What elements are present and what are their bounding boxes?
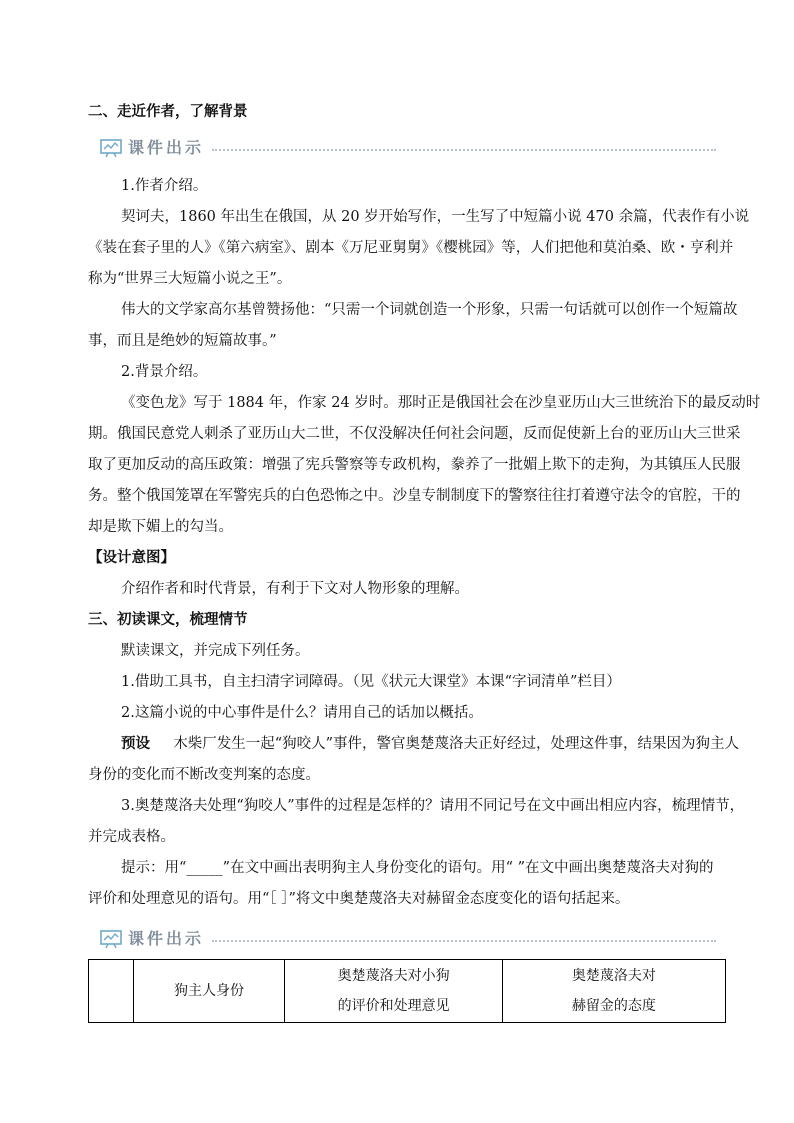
table-header-dog-evaluation <box>285 960 502 1023</box>
paragraph-line: 期。俄国民意党人刺杀了亚历山大二世，不仅没解决任何社会问题，反而促使新上台的亚历山大三世采 <box>88 426 741 442</box>
hint-line: 提示：用“_____”在文中画出表明狗主人身份变化的语句。用“ ”在文中画出奥楚蔑洛夫对狗的 <box>121 860 714 876</box>
table-header-attitude <box>502 960 725 1023</box>
paragraph-line: 《变色龙》写于 1884 年，作家 24 岁时。那时正是俄国社会在沙皇亚历山大三世统治下的最反动时 <box>121 395 761 411</box>
task-2: 2.这篇小说的中心事件是什么？请用自己的话加以概括。 <box>121 705 483 721</box>
paragraph-line: 并完成表格。 <box>88 829 175 845</box>
paragraph-line: 务。整个俄国笼罩在军警宪兵的白色恐怖之中。沙皇专制制度下的警察往往打着遵守法令的官腔，干的 <box>88 488 741 504</box>
table-header-owner <box>133 960 285 1023</box>
paragraph-line: 伟大的文学家高尔基曾赞扬他：“只需一个词就创造一个形象，只需一句话就可以创作一个短篇故 <box>121 302 738 318</box>
header-text: 赫留金的态度 <box>571 998 656 1014</box>
background-title: 2.背景介绍。 <box>121 364 208 380</box>
header-text: 的评价和处理意见 <box>337 998 450 1014</box>
section-heading-3: 三、初读课文，梳理情节 <box>88 612 248 628</box>
preset-label: 预设 <box>121 736 150 752</box>
header-text: 狗主人身份 <box>174 983 245 999</box>
courseware-banner <box>100 136 716 160</box>
task-3: 3.奥楚蔑洛夫处理“狗咬人”事件的过程是怎样的？请用不同记号在文中画出相应内容，梳理情节， <box>121 798 745 814</box>
plot-table <box>88 959 726 1023</box>
banner-divider <box>212 940 716 942</box>
banner-label: 课件出示 <box>128 138 205 157</box>
slideshow-icon <box>100 929 122 949</box>
header-text: 奥楚蔑洛夫对 <box>571 968 656 984</box>
section-heading-2: 二、走近作者，了解背景 <box>88 104 248 120</box>
design-intent-label: 【设计意图】 <box>88 550 175 566</box>
banner-label: 课件出示 <box>128 929 205 948</box>
paragraph-line: 取了更加反动的高压政策：增强了宪兵警察等专政机构，豢养了一批媚上欺下的走狗，为其镇压人民服 <box>88 457 741 473</box>
table-cell-empty <box>89 960 134 1023</box>
paragraph-line: 契诃夫，1860 年出生在俄国，从 20 岁开始写作，一生写了中短篇小说 470 余篇，代表作有小说 <box>121 209 750 225</box>
author-title: 1.作者介绍。 <box>121 178 208 194</box>
slideshow-icon <box>100 138 122 158</box>
design-intent-text: 介绍作者和时代背景，有利于下文对人物形象的理解。 <box>121 581 469 597</box>
preset-text: 木柴厂发生一起“狗咬人”事件，警官奥楚蔑洛夫正好经过，处理这件事，结果因为狗主人 <box>173 736 740 752</box>
paragraph-line: 却是欺下媚上的勾当。 <box>88 519 233 535</box>
paragraph-line: 事，而且是绝妙的短篇故事。” <box>88 333 277 349</box>
header-text: 奥楚蔑洛夫对小狗 <box>337 968 450 984</box>
courseware-banner <box>100 927 716 951</box>
paragraph-line: 身份的变化而不断改变判案的态度。 <box>88 767 320 783</box>
banner-divider <box>212 149 716 151</box>
paragraph-line: 《装在套子里的人》《第六病室》、剧本《万尼亚舅舅》《樱桃园》等，人们把他和莫泊桑、欧・亨利并 <box>88 240 734 256</box>
task-1: 1.借助工具书，自主扫清字词障碍。（见《状元大课堂》本课“字词清单”栏目） <box>121 674 621 690</box>
paragraph-line: 称为“世界三大短篇小说之王”。 <box>88 271 292 287</box>
preset-line <box>121 734 739 754</box>
paragraph-line: 评价和处理意见的语句。用“［ ］”将文中奥楚蔑洛夫对赫留金态度变化的语句括起来。 <box>88 891 630 907</box>
table-header-row <box>89 960 726 1023</box>
paragraph-line: 默读课文，并完成下列任务。 <box>121 643 310 659</box>
